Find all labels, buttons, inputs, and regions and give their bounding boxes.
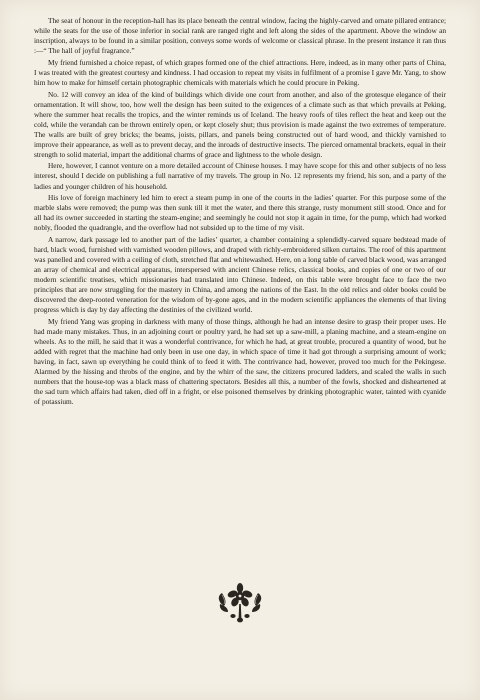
paragraph-6: A narrow, dark passage led to another part of the ladies’ quarter, a chamber containing a splendidly-carved square bedstead made of hard, black wood, furnished with varnished wooden pillows, and draped with richly-embroidered silken curtains. The roof of this apartment was panelled and covered with a ceiling of cloth, stretched flat and whitewashed. Here, on a long table of carved black wood, was arranged an array of chemical and electrical apparatus, interspersed with ancient Chinese relics, classical books, and copies of one or two of our modern scientific treatises, which missionaries had translated into Chinese. Indeed, on this table were brought face to face the two principles that are now struggling for the mastery in China, and among the nations of the East. In the old relics and older books could be discovered the deep-rooted veneration for the wisdom of by-gone ages, and in the modern scientific appliances the elements of that living progress which is day by day affecting the destinies of the civilized world. <box>34 234 446 315</box>
paragraph-4: Here, however, I cannot venture on a more detailed account of Chinese houses. I may have scope for this and other subjects of no less interest, should I decide on publishing a full narrative of my travels. The group in No. 12 represents my friend, his son, and a party of the ladies and younger children of his household. <box>34 161 446 191</box>
paragraph-1: The seat of honour in the reception-hall has its place beneath the central window, facing the highly-carved and ornate pillared entrance; while the seats for the use of those inferior in social rank are ranged right and left along the sides of the apartment. Above the window an inscription, always to be found in a similar position, conveys some words of welcome or classical phrase. In the present instance it ran thus :—“ The hall of joyful fragrance.” <box>34 16 446 56</box>
paragraph-5: His love of foreign machinery led him to erect a steam pump in one of the courts in the ladies’ quarter. For this purpose some of the marble slabs were removed; the pump was then sunk till it met the water, and there this strange, rusty monument still stood. Once and for all had its owner succeeded in starting the steam-engine; and seemingly he could not stop it again in time, for the pump, which had worked nobly, flooded the quadrangle, and the overflow had not subsided up to the time of my visit. <box>34 193 446 233</box>
paragraph-7: My friend Yang was groping in darkness with many of those things, although he had an intense desire to grasp their proper uses. He had made many mistakes. Thus, in an adjoining court or poultry yard, he had set up a saw-mill, a planing machine, and a steam-engine on wheels. As to the mill, he said that it was a wonderful contrivance, for which he had, at great trouble, procured a quantity of wood, but he added with regret that the machine had only been in use one day, in which space of time it had got through a surprising amount of work; having, in fact, sawn up everything he could think of to feed it with. The contrivance had, however, proved too much for the Pekingese. Alarmed by the hissing and throbs of the engine, and by the whirr of the saw, the citizens procured ladders, and scaled the walls in such numbers that the house-top was a black mass of chattering spectators. Besides all this, a number of the fowls, shocked and disheartened at the sad turn which affairs had taken, died off in a fright, or else poisoned themselves by drinking photographic water, tainted with cyanide of potassium. <box>34 316 446 407</box>
paragraph-2: My friend furnished a choice repast, of which grapes formed one of the chief attractions. Here, indeed, as in many other parts of China, I was treated with the greatest courtesy and kindness. I had occasion to repeat my visits in fulfilment of a promise I gave Mr. Yang, to show him how to make for himself certain photographic chemicals with materials which he could procure in Peking. <box>34 57 446 87</box>
paragraph-3: No. 12 will convey an idea of the kind of buildings which divide one court from another, and also of the grotesque elegance of their ornamentation. It will show, too, how well the design has been suited to the exigences of a climate such as that which prevails at Peking, where the summer heat recalls the tropics, and the winter reminds us of Iceland. The heavy roofs of tiles reflect the heat and keep out the cold, while the verandah can be thrown entirely open, or kept closely shut; thus provision is made against the two extremes of temperature. The walls are built of grey bricks; the beams, joists, pillars, and panels being constructed out of hard wood, and thickly varnished to improve their appearance, as well as to prevent decay, and the inroads of destructive insects. The pierced ornamental brackets, equal in their strength to solid material, impart the additional charms of grace and lightness to the whole design. <box>34 89 446 159</box>
floral-ornament-icon <box>214 578 266 624</box>
